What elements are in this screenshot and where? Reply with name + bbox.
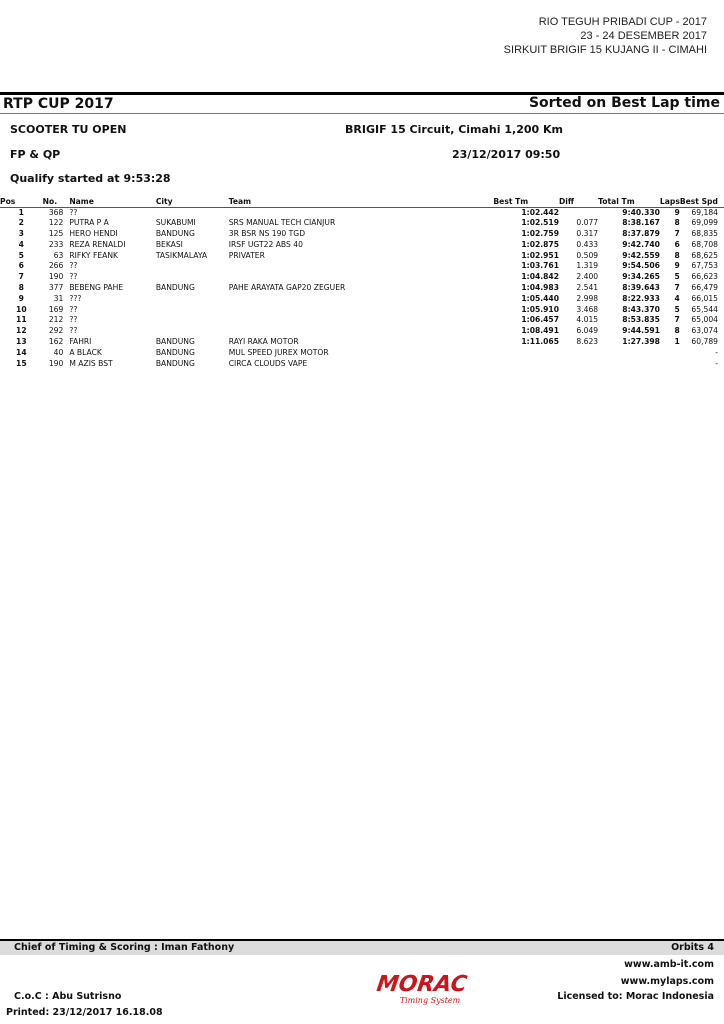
cell-total-time: 8:53.835 bbox=[622, 315, 660, 325]
table-header-row bbox=[0, 196, 724, 207]
cell-laps: 9 bbox=[674, 207, 680, 217]
cell-no: 63 bbox=[53, 250, 64, 260]
cell-total-time: 9:54.506 bbox=[622, 261, 660, 271]
cell-pos: 7 bbox=[18, 272, 24, 282]
cell-best-time: 1:08.491 bbox=[521, 326, 559, 336]
cell-team: IRSF UGT22 ABS 40 bbox=[228, 239, 303, 249]
session-name: FP & QP bbox=[10, 148, 61, 161]
cell-pos: 14 bbox=[16, 347, 27, 357]
cell-laps: 4 bbox=[674, 293, 680, 303]
cell-diff bbox=[559, 359, 598, 370]
table-row bbox=[0, 251, 724, 262]
cell-team: RAYI RAKA MOTOR bbox=[228, 337, 299, 347]
header-best-speed: Best Spd bbox=[680, 196, 724, 207]
cell-best-speed: 68,625 bbox=[691, 250, 718, 260]
cell-no: 162 bbox=[48, 337, 64, 347]
cell-best-speed: 66,623 bbox=[691, 272, 718, 282]
header-diff: Diff bbox=[559, 196, 598, 207]
cell-city: BANDUNG bbox=[155, 358, 195, 368]
cell-total-time: 8:39.643 bbox=[622, 283, 660, 293]
cell-team bbox=[229, 207, 494, 218]
cell-city bbox=[156, 207, 229, 218]
cell-diff: 6.049 bbox=[576, 326, 599, 336]
printed-time: Printed: 23/12/2017 16.18.08 bbox=[6, 1007, 163, 1018]
cell-diff: 0.433 bbox=[576, 239, 599, 249]
cell-best-time: 1:02.875 bbox=[521, 239, 559, 249]
results-body bbox=[0, 207, 724, 369]
cell-pos: 5 bbox=[18, 250, 24, 260]
table-row bbox=[0, 207, 724, 218]
cell-total-time: 8:38.167 bbox=[622, 218, 660, 228]
cell-diff bbox=[559, 348, 598, 359]
cell-diff: 3.468 bbox=[576, 304, 599, 314]
cell-total-time: 8:22.933 bbox=[622, 293, 660, 303]
cell-best-speed: - bbox=[715, 347, 718, 357]
cell-team bbox=[229, 305, 494, 316]
clerk-of-course: C.o.C : Abu Sutrisno bbox=[14, 991, 122, 1002]
cell-name: A BLACK bbox=[69, 347, 102, 357]
cell-total-time: 9:42.559 bbox=[622, 250, 660, 260]
footer-bar bbox=[0, 939, 724, 955]
cell-team: PAHE ARAYATA GAP20 ZEGUER bbox=[228, 283, 346, 293]
cell-no: 368 bbox=[48, 207, 64, 217]
cell-laps: 5 bbox=[674, 272, 680, 282]
cell-name: RIFKY FEANK bbox=[69, 250, 118, 260]
cell-name: ?? bbox=[69, 272, 78, 282]
cell-team: CIRCA CLOUDS VAPE bbox=[228, 358, 308, 368]
cell-pos: 9 bbox=[18, 293, 24, 303]
cell-city: BANDUNG bbox=[155, 229, 195, 239]
cell-diff: 0.317 bbox=[576, 229, 599, 239]
cell-best-speed: - bbox=[715, 358, 718, 368]
cell-no: 377 bbox=[48, 283, 64, 293]
cell-name: ?? bbox=[69, 304, 78, 314]
cell-name: ?? bbox=[69, 315, 78, 325]
cell-pos: 13 bbox=[16, 337, 27, 347]
table-row bbox=[0, 326, 724, 337]
morac-logo bbox=[370, 969, 478, 1007]
cell-total-time: 8:37.879 bbox=[622, 229, 660, 239]
cell-no: 122 bbox=[48, 218, 64, 228]
cell-best-time: 1:02.519 bbox=[521, 218, 559, 228]
cell-city: BANDUNG bbox=[155, 337, 195, 347]
cell-best-time: 1:02.442 bbox=[521, 207, 559, 217]
cell-diff: 0.509 bbox=[576, 250, 599, 260]
cell-pos: 2 bbox=[18, 218, 24, 228]
header-name: Name bbox=[69, 196, 155, 207]
cell-city bbox=[156, 326, 229, 337]
cell-name: FAHRI bbox=[69, 337, 92, 347]
cell-total-time: 9:44.591 bbox=[622, 326, 660, 336]
cell-no: 292 bbox=[48, 326, 64, 336]
table-row bbox=[0, 315, 724, 326]
cell-best-speed: 66,479 bbox=[691, 283, 718, 293]
cell-best-time: 1:04.983 bbox=[521, 283, 559, 293]
cell-total-time bbox=[598, 348, 660, 359]
cell-pos: 12 bbox=[16, 326, 27, 336]
event-venue: SIRKUIT BRIGIF 15 KUJANG II - CIMAHI bbox=[503, 44, 707, 56]
cell-city bbox=[156, 261, 229, 272]
cell-city bbox=[156, 305, 229, 316]
cell-laps bbox=[660, 359, 680, 370]
cell-laps: 9 bbox=[674, 261, 680, 271]
cell-diff: 8.623 bbox=[576, 337, 599, 347]
class-name: SCOOTER TU OPEN bbox=[10, 123, 127, 136]
cell-laps: 1 bbox=[674, 337, 680, 347]
cell-pos: 6 bbox=[18, 261, 24, 271]
circuit-info: BRIGIF 15 Circuit, Cimahi 1,200 Km bbox=[345, 123, 563, 136]
cell-no: 169 bbox=[48, 304, 64, 314]
header-pos: Pos bbox=[0, 196, 43, 207]
cell-laps: 6 bbox=[674, 239, 680, 249]
url-amb: www.amb-it.com bbox=[624, 959, 714, 970]
championship-title: RTP CUP 2017 bbox=[3, 96, 114, 112]
cell-laps: 8 bbox=[674, 250, 680, 260]
cell-city: TASIKMALAYA bbox=[155, 250, 208, 260]
header-laps: Laps bbox=[659, 196, 680, 206]
cell-total-time: 8:43.370 bbox=[622, 304, 660, 314]
cell-best-time: 1:11.065 bbox=[521, 337, 559, 347]
cell-no: 40 bbox=[53, 347, 64, 357]
table-row bbox=[0, 359, 724, 370]
cell-name: HERO HENDI bbox=[69, 229, 118, 239]
header-team: Team bbox=[229, 196, 494, 207]
event-header bbox=[504, 15, 707, 57]
cell-best-time: 1:02.759 bbox=[521, 229, 559, 239]
cell-name: ?? bbox=[69, 207, 78, 217]
cell-pos: 8 bbox=[18, 283, 24, 293]
cell-city bbox=[156, 272, 229, 283]
sort-label: Sorted on Best Lap time bbox=[528, 95, 720, 111]
cell-pos: 10 bbox=[16, 304, 27, 314]
cell-best-speed: 69,184 bbox=[691, 207, 718, 217]
cell-best-time: 1:05.440 bbox=[521, 293, 559, 303]
cell-best-speed: 68,835 bbox=[691, 229, 718, 239]
cell-laps: 7 bbox=[674, 229, 680, 239]
cell-best-time: 1:03.761 bbox=[521, 261, 559, 271]
table-row bbox=[0, 283, 724, 294]
cell-best-time bbox=[493, 359, 559, 370]
cell-city bbox=[156, 294, 229, 305]
cell-no: 233 bbox=[48, 239, 64, 249]
cell-pos: 4 bbox=[18, 239, 24, 249]
cell-diff: 4.015 bbox=[576, 315, 599, 325]
qualify-start: Qualify started at 9:53:28 bbox=[10, 172, 171, 185]
cell-no: 212 bbox=[48, 315, 64, 325]
table-row bbox=[0, 337, 724, 348]
cell-best-time: 1:02.951 bbox=[521, 250, 559, 260]
cell-best-speed: 60,789 bbox=[691, 337, 718, 347]
cell-pos: 15 bbox=[16, 358, 27, 368]
cell-city: BEKASI bbox=[155, 239, 183, 249]
event-name: RIO TEGUH PRIBADI CUP - 2017 bbox=[538, 16, 707, 28]
cell-best-time bbox=[493, 348, 559, 359]
cell-best-speed: 67,753 bbox=[691, 261, 718, 271]
cell-name: ?? bbox=[69, 261, 78, 271]
header-best-time: Best Tm bbox=[493, 196, 559, 207]
cell-diff: 0.077 bbox=[576, 218, 599, 228]
cell-team: SRS MANUAL TECH CIANJUR bbox=[228, 218, 336, 228]
logo-subtitle: Timing System bbox=[399, 996, 461, 1005]
cell-best-speed: 68,708 bbox=[691, 239, 718, 249]
licensed-to: Licensed to: Morac Indonesia bbox=[557, 991, 714, 1002]
table-row bbox=[0, 348, 724, 359]
cell-best-speed: 65,544 bbox=[691, 304, 718, 314]
cell-laps: 7 bbox=[674, 283, 680, 293]
cell-city: SUKABUMI bbox=[155, 218, 196, 228]
cell-total-time bbox=[598, 359, 660, 370]
table-row bbox=[0, 240, 724, 251]
cell-laps: 8 bbox=[674, 218, 680, 228]
table-row bbox=[0, 272, 724, 283]
cell-name: PUTRA P A bbox=[69, 218, 109, 228]
cell-team: PRIVATER bbox=[228, 250, 265, 260]
logo-wordmark: MORAC bbox=[375, 971, 469, 997]
cell-team bbox=[229, 315, 494, 326]
cell-laps bbox=[660, 348, 680, 359]
title-bar bbox=[0, 92, 724, 114]
cell-diff bbox=[559, 207, 598, 218]
cell-no: 190 bbox=[48, 272, 64, 282]
cell-no: 190 bbox=[48, 358, 64, 368]
cell-name: BEBENG PAHE bbox=[69, 283, 124, 293]
chief-of-timing: Chief of Timing & Scoring : Iman Fathony bbox=[14, 942, 235, 953]
cell-name: REZA RENALDI bbox=[69, 239, 126, 249]
cell-best-speed: 65,004 bbox=[691, 315, 718, 325]
cell-diff: 2.998 bbox=[576, 293, 599, 303]
cell-name: ?? bbox=[69, 326, 78, 336]
table-row bbox=[0, 305, 724, 316]
cell-diff: 1.319 bbox=[576, 261, 599, 271]
cell-team bbox=[229, 326, 494, 337]
header-city: City bbox=[156, 196, 229, 207]
cell-city bbox=[156, 315, 229, 326]
table-row bbox=[0, 261, 724, 272]
table-row bbox=[0, 294, 724, 305]
cell-diff: 2.541 bbox=[576, 283, 599, 293]
cell-best-speed: 69,099 bbox=[691, 218, 718, 228]
cell-diff: 2.400 bbox=[576, 272, 599, 282]
cell-no: 31 bbox=[53, 293, 64, 303]
cell-pos: 11 bbox=[16, 315, 27, 325]
cell-city: BANDUNG bbox=[155, 347, 195, 357]
cell-laps: 7 bbox=[674, 315, 680, 325]
cell-pos: 3 bbox=[18, 229, 24, 239]
cell-no: 125 bbox=[48, 229, 64, 239]
event-dates: 23 - 24 DESEMBER 2017 bbox=[580, 30, 707, 42]
cell-total-time: 9:34.265 bbox=[622, 272, 660, 282]
cell-laps: 8 bbox=[674, 326, 680, 336]
cell-team bbox=[229, 261, 494, 272]
cell-name: ??? bbox=[69, 293, 82, 303]
cell-team: 3R BSR NS 190 TGD bbox=[228, 229, 306, 239]
cell-best-time: 1:05.910 bbox=[521, 304, 559, 314]
cell-name: M AZIS BST bbox=[69, 358, 113, 368]
url-mylaps: www.mylaps.com bbox=[620, 976, 714, 987]
cell-team: MUL SPEED JUREX MOTOR bbox=[228, 347, 329, 357]
cell-pos: 1 bbox=[18, 207, 24, 217]
cell-no: 266 bbox=[48, 261, 64, 271]
cell-total-time: 9:42.740 bbox=[622, 239, 660, 249]
cell-best-time: 1:04.842 bbox=[521, 272, 559, 282]
timing-system: Orbits 4 bbox=[671, 942, 714, 953]
header-no: No. bbox=[43, 196, 70, 207]
cell-laps: 5 bbox=[674, 304, 680, 314]
cell-best-time: 1:06.457 bbox=[521, 315, 559, 325]
cell-city: BANDUNG bbox=[155, 283, 195, 293]
cell-total-time: 1:27.398 bbox=[622, 337, 660, 347]
table-row bbox=[0, 218, 724, 229]
cell-total-time: 9:40.330 bbox=[622, 207, 660, 217]
cell-best-speed: 63,074 bbox=[691, 326, 718, 336]
session-datetime: 23/12/2017 09:50 bbox=[452, 148, 561, 161]
table-row bbox=[0, 229, 724, 240]
cell-team bbox=[229, 294, 494, 305]
results-table bbox=[0, 196, 724, 369]
cell-best-speed: 66,015 bbox=[691, 293, 718, 303]
header-total-time: Total Tm bbox=[598, 196, 660, 207]
cell-team bbox=[229, 272, 494, 283]
